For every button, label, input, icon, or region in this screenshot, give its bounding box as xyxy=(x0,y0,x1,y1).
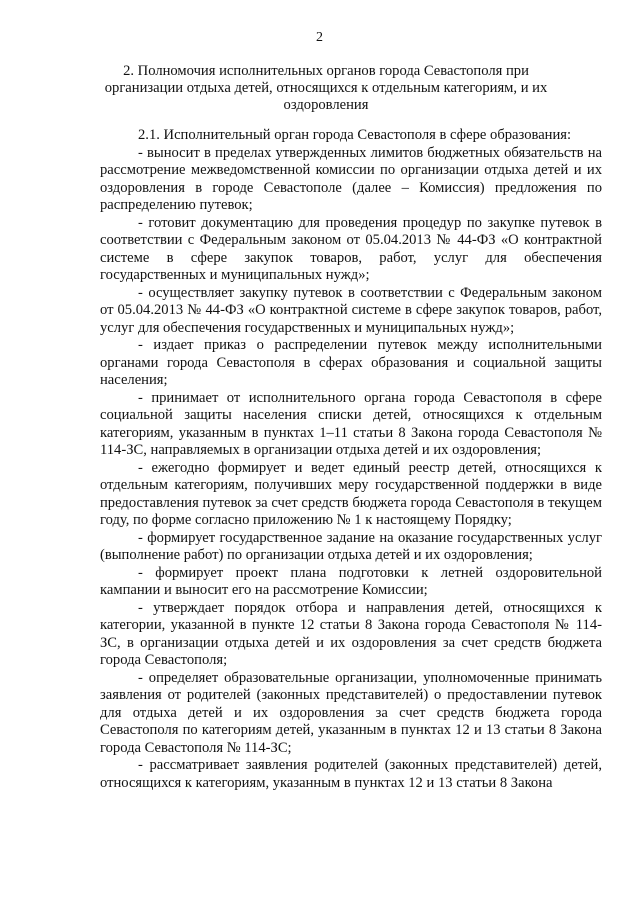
page-number: 2 xyxy=(316,30,323,45)
section-title: 2. Полномочия исполнительных органов города Севастополя при организации отдыха детей, относящихся к отдельным категориям, и их оздоровления xyxy=(104,63,548,113)
list-item: - формирует государственное задание на оказание государственных услуг (выполнение работ) по организации отдыха детей и их оздоровления; xyxy=(100,529,602,563)
list-item: - издает приказ о распределении путевок между исполнительными органами города Севастополя в сферах образования и социальной защиты населения; xyxy=(100,337,602,388)
document-body xyxy=(100,127,602,792)
list-item: - выносит в пределах утвержденных лимитов бюджетных обязательств на рассмотрение межведомственной комиссии по организации отдыха детей и их оздоровления в городе Севастополе (далее – Комиссия) предложения по распределению путевок; xyxy=(100,144,602,213)
list-item: - осуществляет закупку путевок в соответствии с Федеральным законом от 05.04.2013 № 44-ФЗ «О контрактной системе в сфере закупок товаров, работ, услуг для обеспечения государственных и муниципальных нужд»; xyxy=(100,284,602,336)
list-item: - принимает от исполнительного органа города Севастополя в сфере социальной защиты населения списки детей, относящихся к отдельным категориям, указанным в пунктах 1–11 статьи 8 Закона города Севастополя № 114-ЗС, направляемых в организации отдыха детей и их оздоровления; xyxy=(100,389,602,458)
intro-paragraph: 2.1. Исполнительный орган города Севастополя в сфере образования: xyxy=(138,127,572,143)
list-item: - готовит документацию для проведения процедур по закупке путевок в соответствии с Федеральным законом от 05.04.2013 № 44-ФЗ «О контрактной системе в сфере закупок товаров, работ, услуг для обеспечения государственных и муниципальных нужд»; xyxy=(100,214,602,283)
list-item: - ежегодно формирует и ведет единый реестр детей, относящихся к отдельным категориям, получивших меру государственной поддержки в виде предоставления путевок за счет средств бюджета города Севастополя в текущем году, по форме согласно приложению № 1 к настоящему Порядку; xyxy=(100,459,602,528)
list-item: - утверждает порядок отбора и направления детей, относящихся к категории, указанной в пункте 12 статьи 8 Закона города Севастополя № 114-ЗС, в организации отдыха детей и их оздоровления за счет средств бюджета города Севастополя; xyxy=(100,599,602,668)
list-item: - формирует проект плана подготовки к летней оздоровительной кампании и выносит его на рассмотрение Комиссии; xyxy=(100,564,602,598)
list-item: - определяет образовательные организации, уполномоченные принимать заявления от родителей (законных представителей) о предоставлении путевок для отдыха детей и их оздоровления за счет средств бюджета города Севастополя по категориям детей, указанным в пунктах 12 и 13 статьи 8 Закона города Севастополя № 114-ЗС; xyxy=(100,669,602,756)
list-item: - рассматривает заявления родителей (законных представителей) детей, относящихся к категориям, указанным в пунктах 12 и 13 статьи 8 Закона xyxy=(100,757,602,791)
